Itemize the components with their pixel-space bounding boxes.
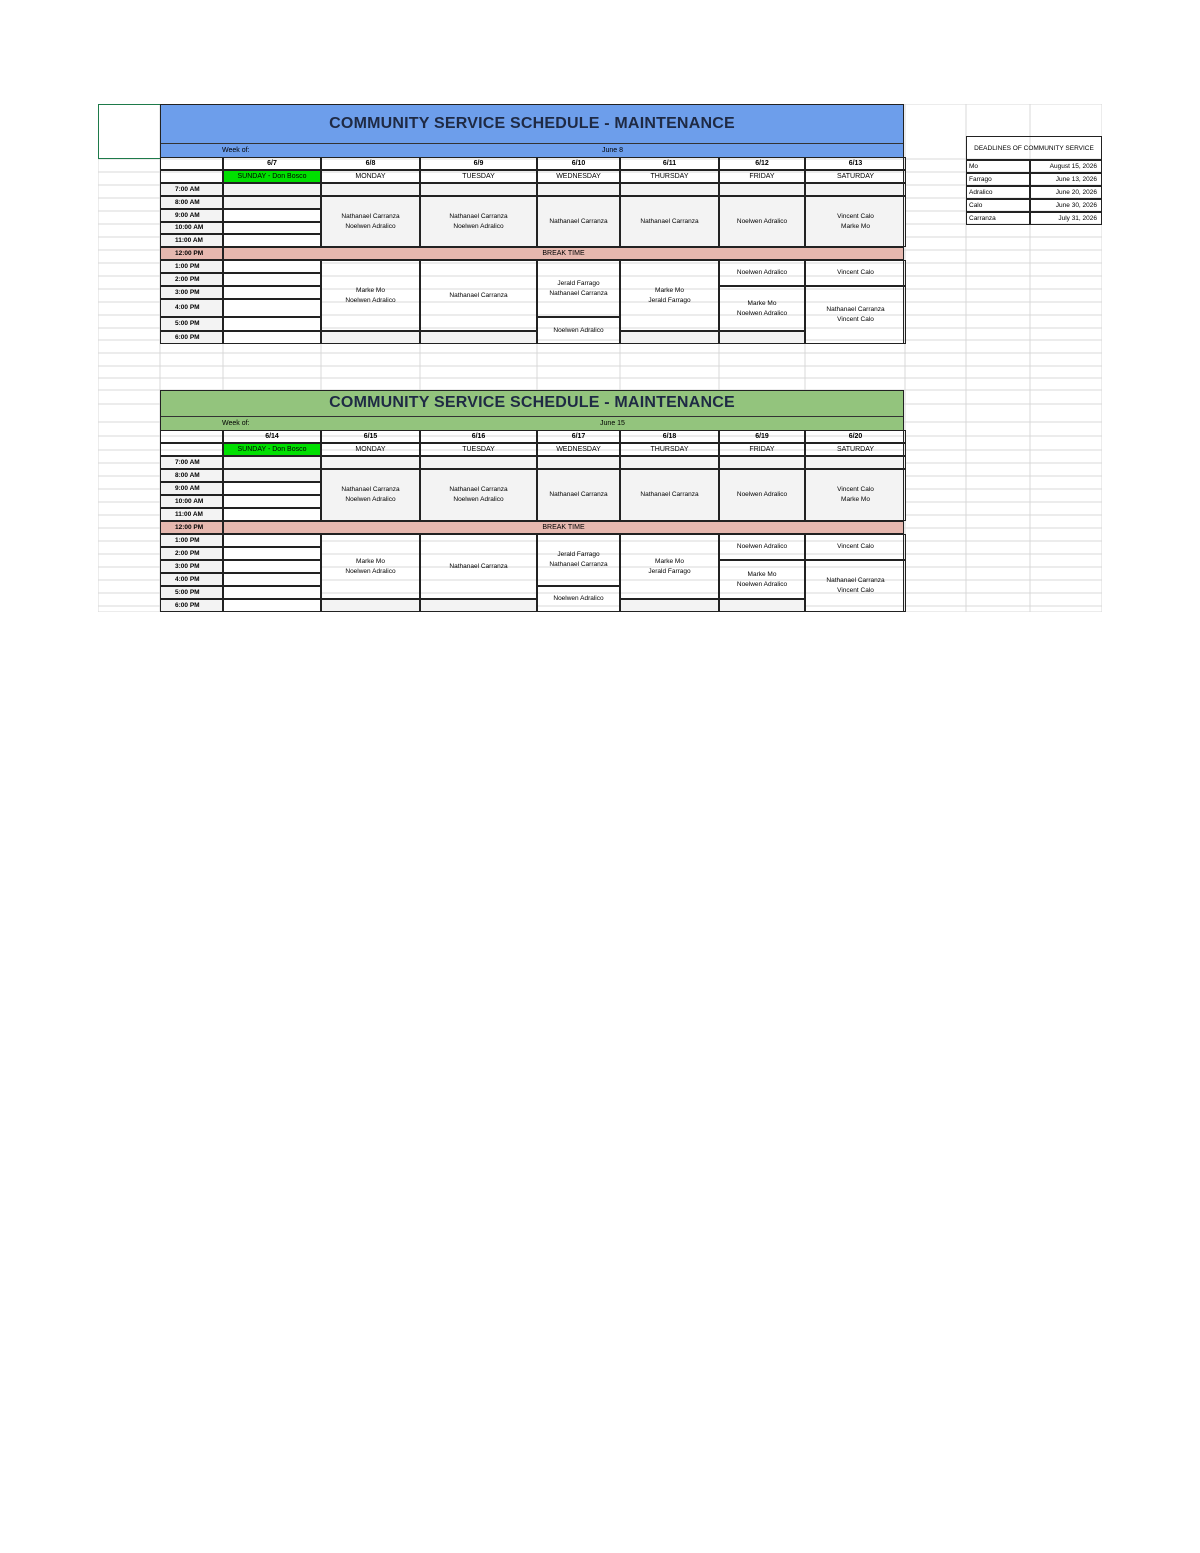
spreadsheet-page [98,104,1102,612]
slot-7am-wed[interactable] [537,183,620,196]
cell-line: Nathanael Carranza [549,561,608,568]
day-blank [160,170,223,183]
afternoon-wednesday-bottom[interactable]: Noelwen Adralico [537,586,620,612]
day-header-thu: THURSDAY [620,443,719,456]
date-header-fri: 6/12 [719,157,805,170]
week-of-value[interactable]: June 15 [321,417,904,430]
morning-monday[interactable] [321,469,420,521]
week2-schedule [160,390,904,612]
afternoon-monday[interactable] [321,260,420,331]
date-header-sat: 6/20 [805,430,906,443]
cell-line: Noelwen Adralico [345,496,396,503]
time-slot: 9:00 AM [160,482,223,495]
sunday-slot[interactable] [223,196,321,209]
morning-tuesday[interactable] [420,196,537,247]
schedule-title: COMMUNITY SERVICE SCHEDULE - MAINTENANCE [160,390,904,417]
date-header-sun: 6/14 [223,430,321,443]
cell-line: Nathanael Carranza [549,289,608,297]
sunday-slot[interactable] [223,495,321,508]
sunday-slot[interactable] [223,469,321,482]
morning-friday[interactable]: Noelwen Adralico [719,196,805,247]
cell-line: Jerald Farrago [648,296,691,304]
selected-cell[interactable] [98,104,161,159]
sunday-slot[interactable] [223,286,321,299]
sunday-slot[interactable] [223,260,321,273]
morning-saturday[interactable] [805,196,906,247]
day-header-sat: SATURDAY [805,170,906,183]
date-header-tue: 6/9 [420,157,537,170]
sunday-slot[interactable] [223,299,321,317]
afternoon-monday[interactable] [321,534,420,599]
sunday-slot[interactable] [223,547,321,560]
cell-line: Marke Mo [655,286,684,294]
sunday-slot[interactable] [223,456,321,469]
cell-line: Noelwen Adralico [736,580,788,588]
morning-friday[interactable]: Noelwen Adralico [719,469,805,521]
time-slot: 2:00 PM [160,273,223,286]
afternoon-thursday[interactable] [620,534,719,599]
deadlines-title: DEADLINES OF COMMUNITY SERVICE [966,136,1102,160]
cell-line: Marke Mo [356,557,385,565]
slot-6pm-monday[interactable] [321,331,420,344]
date-header-thu: 6/11 [620,157,719,170]
date-blank [160,157,223,170]
morning-thursday[interactable]: Nathanael Carranza [620,469,719,521]
day-header-tue: TUESDAY [420,170,537,183]
cell-line: Marke Mo [841,496,870,503]
slot-7am-fri[interactable] [719,456,805,469]
week-of-label: Week of: [160,417,321,430]
afternoon-friday-bottom[interactable] [719,286,805,331]
break-time-row: BREAK TIME [223,521,904,534]
sunday-slot[interactable] [223,222,321,234]
time-slot: 6:00 PM [160,331,223,344]
sunday-slot[interactable] [223,599,321,612]
day-header-tue: TUESDAY [420,443,537,456]
slot-6pm-thursday[interactable] [620,331,719,344]
cell-line: Noelwen Adralico [345,567,396,575]
break-time-row: BREAK TIME [223,247,904,260]
cell-line: Vincent Calo [837,316,874,323]
time-slot: 11:00 AM [160,508,223,521]
deadline-name[interactable]: Calo [966,199,1030,212]
cell-line: Nathanael Carranza [341,212,400,220]
date-header-sun: 6/7 [223,157,321,170]
time-slot: 3:00 PM [160,560,223,573]
cell-line: Nathanael Carranza [826,577,885,584]
week-of-label: Week of: [160,144,321,157]
slot-7am-thu[interactable] [620,183,719,196]
time-slot: 1:00 PM [160,534,223,547]
time-slot: 8:00 AM [160,469,223,482]
deadline-name[interactable]: Farrago [966,173,1030,186]
time-slot: 8:00 AM [160,196,223,209]
sunday-slot[interactable] [223,573,321,586]
morning-saturday[interactable] [805,469,906,521]
time-slot: 10:00 AM [160,222,223,234]
morning-thursday[interactable]: Nathanael Carranza [620,196,719,247]
morning-wednesday[interactable]: Nathanael Carranza [537,469,620,521]
date-header-tue: 6/16 [420,430,537,443]
time-slot: 12:00 PM [160,521,223,534]
slot-7am-tue[interactable] [420,183,537,196]
week1-schedule [160,104,904,353]
sunday-slot[interactable] [223,534,321,547]
cell-line: Jerald Farrago [648,567,691,575]
cell-line: Marke Mo [655,557,684,565]
sunday-slot[interactable] [223,560,321,573]
cell-line: Vincent Calo [837,486,874,493]
slot-6pm-friday[interactable] [719,599,805,612]
cell-line: Noelwen Adralico [736,309,788,317]
cell-line: Nathanael Carranza [826,306,885,313]
cell-line: Noelwen Adralico [453,222,504,230]
time-slot: 7:00 AM [160,456,223,469]
sunday-slot[interactable] [223,482,321,495]
slot-6pm-tuesday[interactable] [420,331,537,344]
morning-monday[interactable] [321,196,420,247]
deadline-name[interactable]: Mo [966,160,1030,173]
cell-line: Marke Mo [747,299,777,307]
afternoon-friday-top[interactable]: Noelwen Adralico [719,260,805,286]
date-blank [160,430,223,443]
slot-7am-wed[interactable] [537,456,620,469]
time-slot: 5:00 PM [160,586,223,599]
time-slot: 7:00 AM [160,183,223,196]
cell-line: Vincent Calo [837,212,874,220]
day-header-mon: MONDAY [321,170,420,183]
deadline-date[interactable]: June 30, 2026 [1030,199,1102,212]
day-header-thu: THURSDAY [620,170,719,183]
sunday-slot[interactable] [223,183,321,196]
time-slot: 9:00 AM [160,209,223,222]
afternoon-saturday-top[interactable]: Vincent Calo [805,534,906,560]
morning-wednesday[interactable]: Nathanael Carranza [537,196,620,247]
date-header-thu: 6/18 [620,430,719,443]
sunday-slot[interactable] [223,331,321,344]
afternoon-friday-top[interactable]: Noelwen Adralico [719,534,805,560]
afternoon-saturday-bottom[interactable] [805,286,906,344]
time-slot: 1:00 PM [160,260,223,273]
time-slot: 11:00 AM [160,234,223,247]
day-header-sat: SATURDAY [805,443,906,456]
time-slot: 10:00 AM [160,495,223,508]
slot-6pm-monday[interactable] [321,599,420,612]
slot-7am-sat[interactable] [805,456,906,469]
schedule-title: COMMUNITY SERVICE SCHEDULE - MAINTENANCE [160,104,904,144]
cell-line: Nathanael Carranza [449,486,508,493]
cell-line: Marke Mo [356,286,385,294]
day-blank [160,443,223,456]
time-slot: 2:00 PM [160,547,223,560]
date-header-sat: 6/13 [805,157,906,170]
sunday-slot[interactable] [223,234,321,247]
afternoon-friday-bottom[interactable] [719,560,805,599]
afternoon-saturday-top[interactable]: Vincent Calo [805,260,906,286]
cell-line: Vincent Calo [837,587,874,594]
time-slot: 4:00 PM [160,573,223,586]
cell-line: Jerald Farrago [557,551,600,558]
day-header-fri: FRIDAY [719,443,805,456]
slot-7am-tue[interactable] [420,456,537,469]
slot-7am-mon[interactable] [321,456,420,469]
day-header-sun: SUNDAY - Don Bosco [223,443,321,456]
afternoon-wednesday-top[interactable] [537,534,620,586]
deadline-date[interactable]: July 31, 2026 [1030,212,1102,225]
sunday-slot[interactable] [223,209,321,222]
deadline-date[interactable]: August 15, 2026 [1030,160,1102,173]
afternoon-wednesday-bottom[interactable]: Noelwen Adralico [537,317,620,344]
day-header-wed: WEDNESDAY [537,170,620,183]
afternoon-thursday[interactable] [620,260,719,331]
time-slot: 6:00 PM [160,599,223,612]
cell-line: Noelwen Adralico [345,296,396,304]
deadline-name[interactable]: Adralico [966,186,1030,199]
time-slot: 4:00 PM [160,299,223,317]
cell-line: Marke Mo [841,222,870,230]
week-of-value[interactable]: June 8 [321,144,904,157]
time-slot: 12:00 PM [160,247,223,260]
slot-6pm-thursday[interactable] [620,599,719,612]
time-slot: 5:00 PM [160,317,223,331]
cell-line: Jerald Farrago [557,279,600,287]
sunday-slot[interactable] [223,586,321,599]
day-header-mon: MONDAY [321,443,420,456]
slot-7am-fri[interactable] [719,183,805,196]
slot-6pm-tuesday[interactable] [420,599,537,612]
cell-line: Marke Mo [747,570,777,578]
date-header-mon: 6/8 [321,157,420,170]
slot-7am-mon[interactable] [321,183,420,196]
afternoon-tuesday[interactable]: Nathanael Carranza [420,534,537,599]
day-header-sun: SUNDAY - Don Bosco [223,170,321,183]
cell-line: Nathanael Carranza [449,212,508,220]
afternoon-tuesday[interactable]: Nathanael Carranza [420,260,537,331]
morning-tuesday[interactable] [420,469,537,521]
cell-line: Noelwen Adralico [345,222,396,230]
slot-7am-sat[interactable] [805,183,906,196]
slot-6pm-friday[interactable] [719,331,805,344]
day-header-fri: FRIDAY [719,170,805,183]
date-header-wed: 6/10 [537,157,620,170]
afternoon-saturday-bottom[interactable] [805,560,906,612]
sunday-slot[interactable] [223,508,321,521]
date-header-wed: 6/17 [537,430,620,443]
date-header-mon: 6/15 [321,430,420,443]
deadline-name[interactable]: Carranza [966,212,1030,225]
time-slot: 3:00 PM [160,286,223,299]
afternoon-wednesday-top[interactable] [537,260,620,317]
deadline-date[interactable]: June 13, 2026 [1030,173,1102,186]
sunday-slot[interactable] [223,317,321,331]
date-header-fri: 6/19 [719,430,805,443]
cell-line: Nathanael Carranza [341,486,400,493]
deadline-date[interactable]: June 20, 2026 [1030,186,1102,199]
sunday-slot[interactable] [223,273,321,286]
day-header-wed: WEDNESDAY [537,443,620,456]
slot-7am-thu[interactable] [620,456,719,469]
cell-line: Noelwen Adralico [453,496,504,503]
